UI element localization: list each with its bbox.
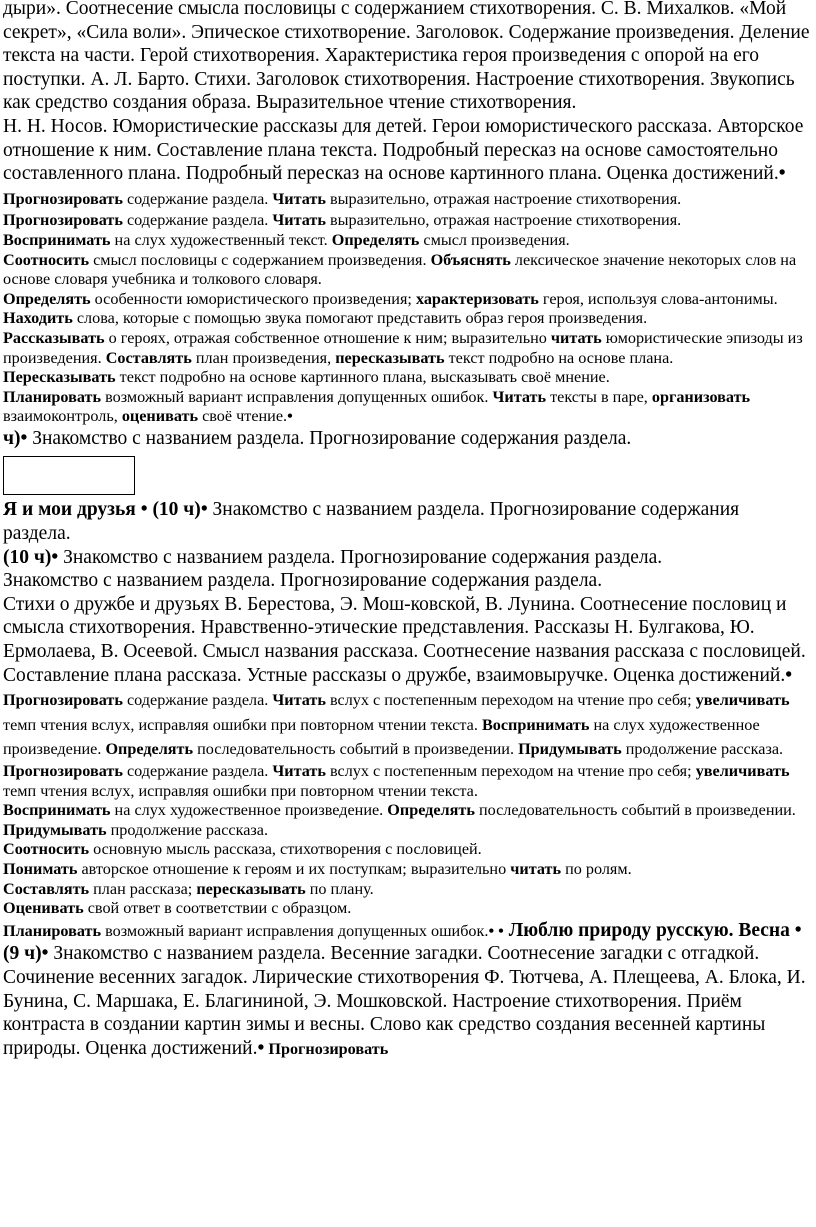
text-run: свой ответ в соответствии с образцом. <box>83 899 352 918</box>
text-run: организовать <box>651 387 751 406</box>
empty-table-cell <box>3 456 135 495</box>
text-run: последовательность событий в произведении. <box>193 740 519 759</box>
text-run: Пересказывать <box>3 368 116 387</box>
bullet-icon: • <box>287 407 293 426</box>
paragraph <box>3 860 811 880</box>
text-run: увеличивать <box>695 762 790 780</box>
text-run: взаимоконтроль, <box>3 407 122 426</box>
text-run: Знакомство с названием раздела. Прогнозирование содержания раздела. <box>3 570 603 592</box>
paragraph <box>3 251 811 290</box>
text-run: Стихи о дружбе и друзьях В. Берестова, Э. Мош-ковской, В. Лунина. Соотнесение пословиц и смысла стихотворения. Нравственно-этические представления. Рассказы Н. Булгакова, Ю. Ермолаева, В. Осеевой. Смысл названия рассказа. Соотнесение названия рассказа с пословицей. Составление плана рассказа. Устные рассказы о дружбе, взаимовыручке. Оценка достижений. <box>3 593 806 686</box>
text-run: Планировать <box>3 387 102 406</box>
bullet-icon: • <box>51 546 59 568</box>
text-run: читать <box>550 328 602 347</box>
text-run: Рассказывать <box>3 328 105 347</box>
text-run: Прогнозировать <box>3 691 123 710</box>
text-run: Определять <box>387 801 475 820</box>
paragraph <box>3 388 811 427</box>
text-run: Воспринимать <box>3 230 111 249</box>
text-run: о героях, отражая собственное отношение к ним; выразительно <box>104 328 551 347</box>
text-run: Воспринимать <box>481 715 590 734</box>
text-run: содержание раздела. <box>122 762 273 780</box>
text-run: Определять <box>3 289 91 308</box>
paragraph <box>3 427 811 451</box>
text-run: выразительно, отражая настроение стихотворения. <box>325 189 682 208</box>
text-run: на слух художественное произведение. <box>110 801 388 820</box>
bullet-icon: • <box>794 919 802 941</box>
text-run: Читать <box>492 387 547 406</box>
text-run: возможный вариант исправления допущенных ошибок. <box>101 921 489 940</box>
text-run: увеличивать <box>695 691 790 710</box>
bullet-icon: • <box>785 664 793 686</box>
paragraph <box>3 498 811 545</box>
text-run: Я и мои друзья <box>3 499 141 521</box>
text-run: Составлять <box>105 348 192 367</box>
text-run: последовательность событий в произведении. <box>474 801 796 820</box>
text-run: основную мысль рассказа, стихотворения с пословицей. <box>89 840 482 859</box>
bullet-icon: • <box>20 427 28 449</box>
text-run: авторское отношение к героям и их поступкам; выразительно <box>77 859 511 878</box>
text-run: Прогнозировать <box>264 1039 389 1058</box>
text-run: тексты в паре, <box>546 387 652 406</box>
text-run: Соотносить <box>3 840 90 859</box>
text-run: содержание раздела. <box>122 691 273 710</box>
text-run: план произведения, <box>191 348 336 367</box>
document-page <box>3 0 811 1060</box>
text-run: Придумывать <box>518 740 622 759</box>
paragraph <box>3 115 811 211</box>
text-run: смысл пословицы с содержанием произведения. <box>89 250 431 269</box>
paragraph <box>3 840 811 860</box>
text-run: Читать <box>272 189 326 208</box>
text-run: особенности юмористического произведения; <box>90 289 416 308</box>
paragraph <box>3 290 811 310</box>
bullet-icon: • <box>41 943 49 965</box>
text-run: Прогнозировать <box>3 762 123 780</box>
paragraph <box>3 0 811 115</box>
text-run: пересказывать <box>335 348 445 367</box>
text-run: лексическое значение некоторых слов на основе словаря учебника и толкового словаря. <box>3 250 797 289</box>
text-run: продолжение рассказа. <box>621 740 784 759</box>
text-run: смысл произведения. <box>419 230 570 249</box>
paragraph <box>3 801 811 840</box>
paragraph <box>3 546 811 570</box>
text-run: Определять <box>105 740 194 759</box>
text-run: возможный вариант исправления допущенных ошибок. <box>101 387 493 406</box>
text-run: слова, которые с помощью звука помогают представить образ героя произведения. <box>72 309 648 328</box>
paragraph <box>3 309 811 329</box>
paragraph <box>3 880 811 900</box>
text-run: Планировать <box>3 921 102 940</box>
bullet-icon: • <box>257 1037 265 1059</box>
text-run: продолжение рассказа. <box>106 820 269 839</box>
text-run: характеризовать <box>415 289 539 308</box>
text-run: выразительно, отражая настроение стихотворения. <box>325 211 682 230</box>
text-run: Люблю природу русскую. Весна <box>503 919 795 941</box>
paragraph <box>3 329 811 368</box>
paragraph <box>3 762 811 801</box>
text-run: дыри». Соотнесение смысла пословицы с содержанием стихотворения. С. В. Михалков. «Мой секрет», «Сила воли». Эпическое стихотворение. Заголовок. Содержание произведения. Деление текста на части. Герой стихотворения. Характеристика героя произведения с опорой на его поступки. А. Л. Барто. Стихи. Заголовок стихотворения. Настроение стихотворения. Звукопись как средство создания образа. Выразительное чтение стихотворения. <box>3 0 810 114</box>
text-run: Составлять <box>3 879 90 898</box>
text-run: Н. Н. Носов. Юмористические рассказы для детей. Герои юмористического рассказа. Авторское отношение к ним. Составление плана текста. Подробный пересказ на основе самостоятельно составленного плана. Подробный пересказ на основе картинного плана. Оценка достижений. <box>3 115 804 185</box>
text-run: Знакомство с названием раздела. Весенние загадки. Соотнесение загадки с отгадкой. Сочинение весенних загадок. Лирические стихотворения Ф. Тютчева, А. Плещеева, А. Блока, И. Бунина, С. Маршака, Е. Благининой, Э. Мошковской. Настроение стихотворения. Приём контраста в создании картин зимы и весны. Слово как средство создания весенней картины природы. Оценка достижений. <box>3 943 806 1059</box>
bullet-icon: • • <box>488 921 504 940</box>
paragraph <box>3 593 811 762</box>
text-run: Знакомство с названием раздела. Прогнозирование содержания раздела. <box>3 499 740 545</box>
text-run: Читать <box>272 762 326 780</box>
text-run: оценивать <box>121 407 199 426</box>
text-run: темп чтения вслух, исправляя ошибки при повторном чтении текста. <box>3 781 478 800</box>
text-run: (10 ч) <box>3 546 52 568</box>
text-run: Объяснять <box>430 250 511 269</box>
paragraph <box>3 569 811 593</box>
paragraph <box>3 899 811 919</box>
bullet-icon: • <box>778 163 786 185</box>
paragraph <box>3 368 811 388</box>
bullet-icon: • <box>140 499 148 521</box>
text-run: пересказывать <box>196 879 306 898</box>
text-run: Определять <box>331 230 420 249</box>
text-run: по плану. <box>305 879 374 898</box>
text-run: Придумывать <box>3 820 107 839</box>
text-run: Прогнозировать <box>3 211 123 230</box>
text-run: Читать <box>272 691 326 710</box>
text-run: Понимать <box>3 859 78 878</box>
text-run: вслух с постепенным переходом на чтение про себя; <box>325 691 696 710</box>
text-run: Находить <box>3 309 73 328</box>
text-run: вслух с постепенным переходом на чтение про себя; <box>325 762 696 780</box>
bullet-icon: • <box>200 499 208 521</box>
text-run: Прогнозировать <box>3 189 123 208</box>
text-run: текст подробно на основе плана. <box>444 348 674 367</box>
text-run: по ролям. <box>561 859 632 878</box>
text-run: на слух художественный текст. <box>110 230 332 249</box>
text-run: (10 ч) <box>147 499 201 521</box>
text-run: (9 ч) <box>3 943 42 965</box>
text-run: темп чтения вслух, исправляя ошибки при повторном чтении текста. <box>3 715 482 734</box>
text-run: читать <box>510 859 562 878</box>
paragraph <box>3 919 811 1061</box>
text-run: Знакомство с названием раздела. Прогнозирование содержания раздела. <box>27 427 632 449</box>
text-run: содержание раздела. <box>122 211 273 230</box>
text-run: Читать <box>272 211 326 230</box>
text-run: текст подробно на основе картинного плана, высказывать своё мнение. <box>115 368 610 387</box>
text-run: содержание раздела. <box>122 189 273 208</box>
text-run: героя, используя слова-антонимы. <box>538 289 778 308</box>
paragraph <box>3 231 811 251</box>
text-run: Знакомство с названием раздела. Прогнозирование содержания раздела. <box>58 546 663 568</box>
text-run: своё чтение. <box>198 407 288 426</box>
paragraph <box>3 211 811 231</box>
text-run: Воспринимать <box>3 801 111 820</box>
text-run: на слух художественное произведение. <box>3 715 760 759</box>
text-run: ч) <box>3 427 21 449</box>
text-run: юмористические эпизоды из произведения. <box>3 328 803 367</box>
text-run: Соотносить <box>3 250 90 269</box>
text-run: Оценивать <box>3 899 84 918</box>
text-run: план рассказа; <box>89 879 197 898</box>
